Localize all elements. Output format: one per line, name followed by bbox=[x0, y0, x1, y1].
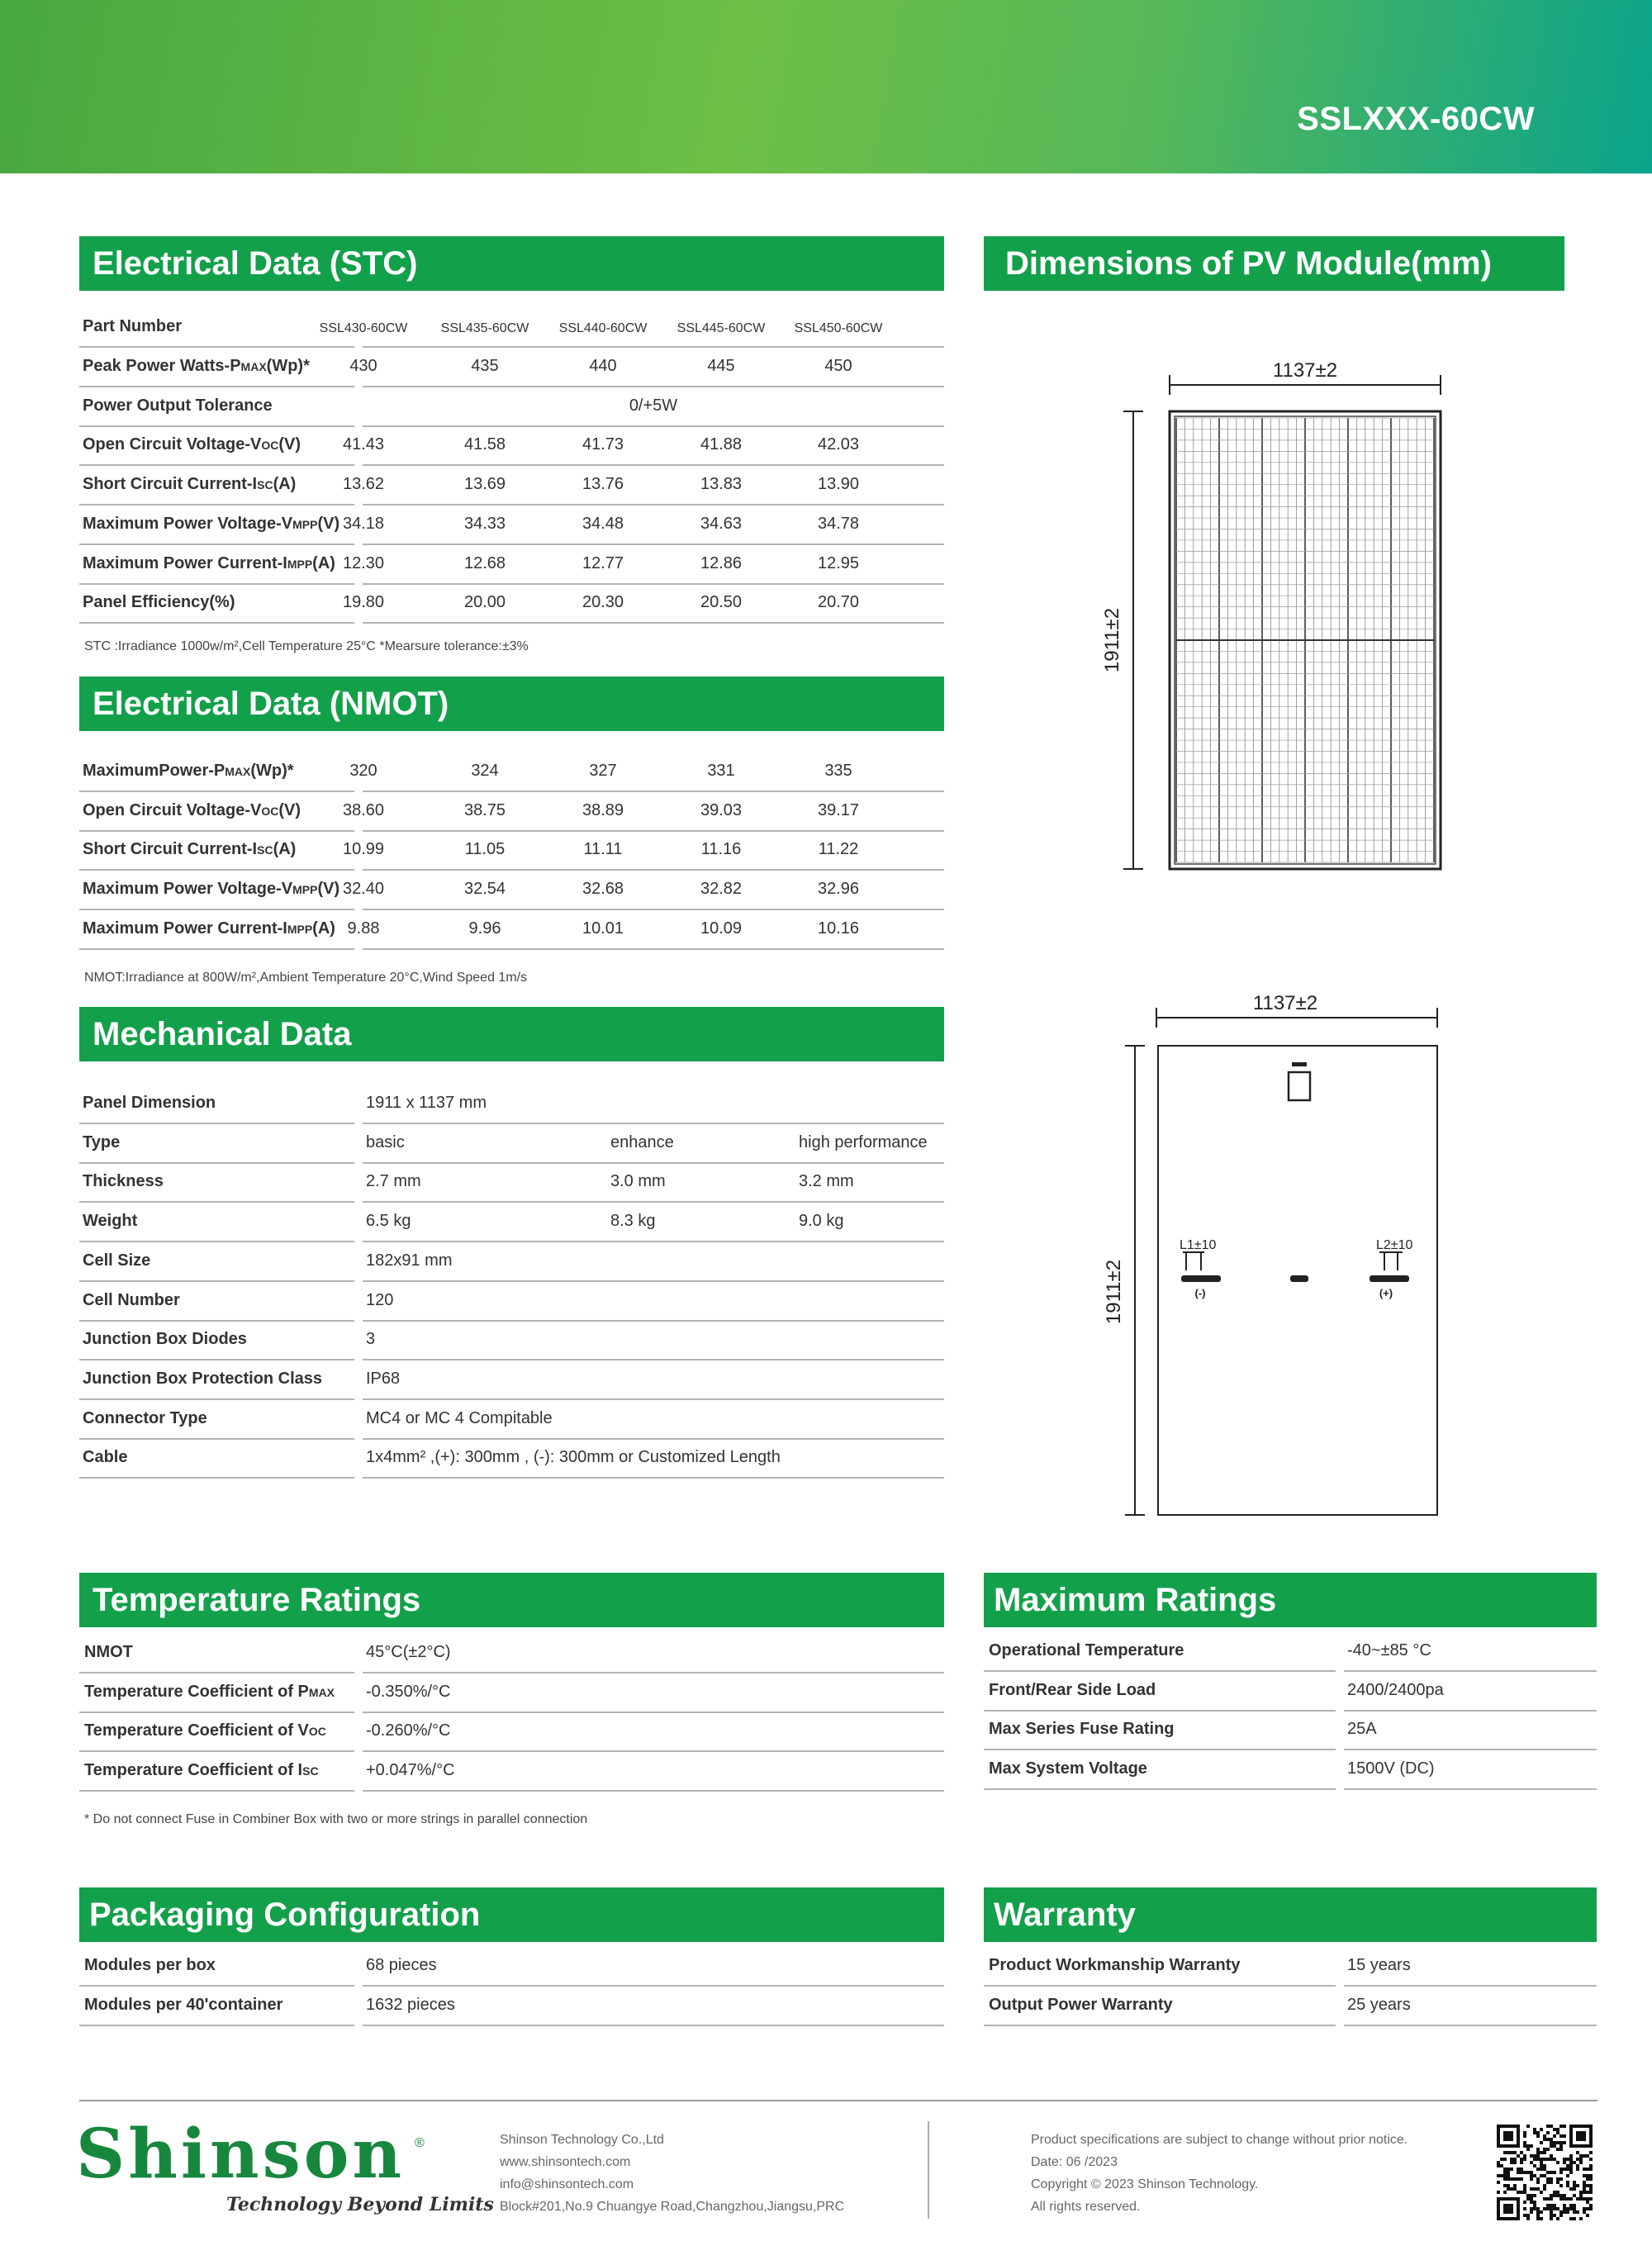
row-gap bbox=[1336, 1750, 1344, 1792]
mechanical-row-label: Panel Dimension bbox=[83, 1094, 216, 1112]
warranty-title bbox=[984, 1887, 1597, 1942]
row-gap bbox=[354, 1752, 363, 1793]
nmot-note: NMOT:Irradiance at 800W/m²,Ambient Temperature 20°C,Wind Speed 1m/s bbox=[84, 971, 528, 985]
mechanical-row-label: Junction Box Diodes bbox=[83, 1330, 247, 1349]
row-gap bbox=[354, 1360, 363, 1402]
back-width-label: 1137±2 bbox=[1252, 992, 1318, 1014]
row-gap bbox=[354, 1987, 363, 2028]
stc-value: 41.58 bbox=[463, 435, 506, 454]
nmot-value: 10.99 bbox=[342, 840, 385, 859]
positive-label: (+) bbox=[1379, 1287, 1393, 1299]
row-label-text: Temperature Coefficient of I bbox=[84, 1761, 303, 1780]
doc-date: Date: 06 /2023 bbox=[1031, 2155, 1118, 2169]
stc-value: 13.62 bbox=[342, 475, 385, 494]
row-gap bbox=[1336, 1947, 1344, 1988]
stc-value: 20.70 bbox=[817, 593, 860, 612]
packaging-value: 1632 pieces bbox=[366, 1995, 455, 2014]
maximum-row bbox=[984, 1711, 1597, 1750]
nmot-value: 9.96 bbox=[468, 919, 501, 938]
nmot-value: 39.17 bbox=[817, 800, 860, 819]
nmot-value: 39.03 bbox=[700, 800, 743, 819]
logo-tagline: Technology Beyond Limits bbox=[226, 2194, 494, 2215]
temperature-row-label bbox=[84, 1643, 133, 1662]
mechanical-row bbox=[79, 1282, 944, 1322]
stc-row-label bbox=[83, 515, 339, 534]
row-label-text: Short Circuit Current-I bbox=[83, 840, 258, 859]
positive-connector-icon bbox=[1370, 1275, 1409, 1282]
dimensions-title bbox=[984, 236, 1564, 291]
mechanical-row-label: Cable bbox=[83, 1448, 128, 1467]
stc-title-text: Electrical Data (STC) bbox=[93, 245, 418, 282]
mechanical-value: 9.0 kg bbox=[799, 1212, 844, 1231]
temperature-row-label bbox=[84, 1683, 335, 1702]
stc-row-label bbox=[83, 357, 310, 376]
row-gap bbox=[354, 1124, 363, 1166]
stc-value: 34.48 bbox=[582, 514, 624, 533]
stc-value: 12.77 bbox=[582, 553, 624, 572]
stc-span-value: 0/+5W bbox=[629, 396, 678, 415]
row-label-text: Maximum Power Voltage-V bbox=[83, 514, 293, 533]
maximum-row-label: Front/Rear Side Load bbox=[989, 1680, 1156, 1699]
nmot-row-label bbox=[83, 840, 296, 859]
stc-row-label bbox=[83, 593, 235, 612]
mechanical-row-label: Thickness bbox=[83, 1172, 164, 1191]
mechanical-title bbox=[79, 1007, 944, 1061]
warranty-row-label: Product Workmanship Warranty bbox=[989, 1956, 1241, 1974]
row-label-subscript: SC bbox=[302, 1764, 319, 1778]
stc-row bbox=[79, 466, 944, 506]
nmot-row bbox=[79, 831, 944, 871]
mechanical-row-label: Cell Size bbox=[83, 1251, 151, 1270]
nmot-value: 32.54 bbox=[463, 880, 506, 899]
stc-value: 445 bbox=[707, 357, 735, 375]
stc-value: 41.73 bbox=[582, 435, 624, 454]
packaging-row bbox=[79, 1987, 944, 2026]
front-view-drawing bbox=[1090, 355, 1454, 884]
nmot-value: 324 bbox=[471, 762, 499, 780]
row-label-text: Power Output Tolerance bbox=[83, 396, 273, 415]
temperature-row bbox=[79, 1712, 944, 1752]
row-label-suffix: (A) bbox=[273, 475, 297, 494]
nmot-value: 11.16 bbox=[700, 840, 742, 859]
copyright: Copyright © 2023 Shinson Technology. bbox=[1031, 2177, 1259, 2191]
mechanical-row bbox=[79, 1242, 944, 1282]
row-gap bbox=[354, 1321, 363, 1362]
nmot-row-label bbox=[83, 919, 335, 938]
nmot-value: 10.09 bbox=[700, 919, 743, 938]
spec-notice: Product specifications are subject to change without prior notice. bbox=[1031, 2133, 1408, 2147]
nmot-row bbox=[79, 753, 944, 792]
row-label-text: MaximumPower-P bbox=[83, 762, 225, 780]
back-view-drawing bbox=[1090, 983, 1454, 1528]
mechanical-value: IP68 bbox=[366, 1369, 401, 1388]
nmot-row-label bbox=[83, 801, 301, 820]
row-label-suffix: (A) bbox=[273, 840, 297, 859]
stc-row-label bbox=[83, 396, 273, 415]
nmot-value: 32.68 bbox=[582, 880, 624, 899]
row-label-text: Short Circuit Current-I bbox=[83, 475, 258, 494]
maximum-row bbox=[984, 1750, 1597, 1790]
maximum-row-label: Max System Voltage bbox=[989, 1759, 1147, 1778]
row-label-suffix: (A) bbox=[312, 919, 335, 938]
mechanical-row bbox=[79, 1124, 944, 1164]
row-label-subscript: SC bbox=[257, 478, 273, 492]
stc-value: 20.50 bbox=[700, 593, 743, 612]
cell-grid bbox=[1176, 418, 1434, 862]
mechanical-row-label: Connector Type bbox=[83, 1408, 207, 1427]
stc-value: 12.30 bbox=[342, 553, 385, 572]
nmot-value: 335 bbox=[824, 762, 852, 780]
model-header: SSL440-60CW bbox=[558, 321, 648, 335]
row-label-text: Temperature Coefficient of P bbox=[84, 1682, 309, 1701]
row-label-suffix: (Wp)* bbox=[266, 357, 310, 375]
mechanical-value: 3.2 mm bbox=[799, 1172, 854, 1191]
stc-title bbox=[79, 236, 944, 291]
mechanical-value: high performance bbox=[799, 1132, 928, 1151]
stc-value: 34.63 bbox=[700, 514, 743, 533]
mechanical-row bbox=[79, 1085, 944, 1124]
mechanical-row bbox=[79, 1203, 944, 1242]
front-height-label: 1911±2 bbox=[1101, 607, 1123, 673]
temperature-title-text: Temperature Ratings bbox=[93, 1581, 421, 1618]
nmot-value: 11.11 bbox=[583, 840, 623, 859]
stc-value: 430 bbox=[349, 357, 377, 375]
stc-value: 34.78 bbox=[817, 514, 860, 533]
warranty-title-text: Warranty bbox=[994, 1896, 1136, 1933]
nmot-title bbox=[79, 677, 944, 731]
legal-info bbox=[1031, 2129, 1408, 2218]
mechanical-value: 3 bbox=[366, 1330, 376, 1349]
mechanical-value: basic bbox=[366, 1132, 405, 1151]
row-gap bbox=[354, 1203, 363, 1244]
row-label-subscript: MPP bbox=[292, 883, 318, 897]
row-label-suffix: (V) bbox=[278, 800, 301, 819]
temperature-row-label bbox=[84, 1761, 319, 1780]
packaging-title-text: Packaging Configuration bbox=[89, 1896, 481, 1933]
nmot-value: 327 bbox=[589, 762, 617, 780]
row-label-subscript: MPP bbox=[292, 517, 318, 531]
nmot-value: 38.75 bbox=[463, 800, 506, 819]
stc-value: 42.03 bbox=[817, 435, 860, 454]
temperature-row bbox=[79, 1674, 944, 1713]
packaging-row-label: Modules per box bbox=[84, 1956, 216, 1974]
stc-value: 435 bbox=[471, 357, 499, 375]
temperature-row-label bbox=[84, 1721, 326, 1740]
row-gap bbox=[354, 1634, 363, 1675]
stc-row-label bbox=[83, 554, 335, 573]
row-gap bbox=[354, 1085, 363, 1126]
mechanical-value: enhance bbox=[610, 1132, 674, 1151]
cable-left-label: L1±10 bbox=[1180, 1238, 1217, 1252]
packaging-row bbox=[79, 1947, 944, 1987]
stc-value: 34.33 bbox=[463, 514, 506, 533]
mechanical-value: 182x91 mm bbox=[366, 1251, 453, 1270]
packaging-value: 68 pieces bbox=[366, 1956, 437, 1974]
warranty-value: 15 years bbox=[1347, 1956, 1411, 1974]
maximum-title-text: Maximum Ratings bbox=[994, 1581, 1277, 1618]
stc-part-number-row bbox=[79, 308, 944, 348]
nmot-value: 38.89 bbox=[582, 800, 624, 819]
row-label-text: Maximum Power Current-I bbox=[83, 553, 287, 572]
row-gap bbox=[354, 1439, 363, 1480]
maximum-value: 25A bbox=[1347, 1720, 1377, 1739]
nmot-title-text: Electrical Data (NMOT) bbox=[93, 685, 449, 722]
maximum-value: 2400/2400pa bbox=[1347, 1680, 1444, 1699]
nmot-row bbox=[79, 792, 944, 832]
mechanical-value: 8.3 kg bbox=[610, 1212, 656, 1231]
row-label-text: Open Circuit Voltage-V bbox=[83, 800, 262, 819]
rights: All rights reserved. bbox=[1031, 2200, 1141, 2214]
qr-code-icon[interactable] bbox=[1497, 2125, 1593, 2220]
row-gap bbox=[354, 1400, 363, 1441]
model-header: SSL430-60CW bbox=[319, 321, 408, 335]
nmot-value: 32.40 bbox=[342, 880, 385, 899]
row-label-subscript: OC bbox=[261, 804, 279, 818]
model-header: SSL435-60CW bbox=[440, 321, 529, 335]
stc-value: 19.80 bbox=[342, 593, 385, 612]
row-gap bbox=[354, 387, 363, 429]
mechanical-row-label: Weight bbox=[83, 1212, 138, 1231]
row-label-subscript: MAX bbox=[240, 360, 267, 373]
nmot-row bbox=[79, 871, 944, 910]
negative-label: (-) bbox=[1194, 1287, 1206, 1299]
nmot-value: 11.22 bbox=[818, 840, 859, 859]
mechanical-value: 6.5 kg bbox=[366, 1212, 411, 1231]
row-label-text: Panel Efficiency(%) bbox=[83, 593, 235, 612]
stc-value: 13.83 bbox=[700, 475, 743, 494]
mechanical-value: 1911 x 1137 mm bbox=[366, 1094, 487, 1112]
company-logo bbox=[76, 2115, 494, 2215]
mechanical-row-label: Junction Box Protection Class bbox=[83, 1369, 323, 1388]
maximum-value: 1500V (DC) bbox=[1347, 1759, 1435, 1778]
temperature-value: -0.260%/°C bbox=[366, 1721, 451, 1740]
row-label-text: Temperature Coefficient of V bbox=[84, 1721, 309, 1740]
footer-divider bbox=[79, 2100, 1597, 2101]
company-name: Shinson Technology Co.,Ltd bbox=[500, 2133, 664, 2147]
row-gap bbox=[354, 1242, 363, 1284]
temperature-value: +0.047%/°C bbox=[366, 1761, 455, 1780]
row-gap bbox=[354, 1282, 363, 1323]
mechanical-value: 120 bbox=[366, 1290, 394, 1309]
mechanical-row bbox=[79, 1400, 944, 1440]
negative-connector-icon bbox=[1181, 1275, 1221, 1282]
stc-row bbox=[79, 426, 944, 466]
middle-connector-icon bbox=[1290, 1275, 1308, 1282]
mechanical-row bbox=[79, 1321, 944, 1360]
stc-row-label bbox=[83, 435, 301, 454]
row-label-subscript: MAX bbox=[308, 1685, 335, 1699]
row-label-text: Open Circuit Voltage-V bbox=[83, 435, 262, 454]
mechanical-value: MC4 or MC 4 Compitable bbox=[366, 1408, 553, 1427]
row-label-suffix: (V) bbox=[317, 880, 340, 899]
stc-value: 34.18 bbox=[342, 514, 385, 533]
junction-box-icon bbox=[1289, 1072, 1310, 1100]
nmot-value: 331 bbox=[707, 762, 735, 780]
front-width-label: 1137±2 bbox=[1272, 359, 1338, 382]
warranty-row-label: Output Power Warranty bbox=[989, 1995, 1173, 2014]
row-label-text: Maximum Power Voltage-V bbox=[83, 880, 293, 899]
company-address: Block#201,No.9 Chuangye Road,Changzhou,Jiangsu,PRC bbox=[500, 2200, 845, 2214]
mechanical-row bbox=[79, 1439, 944, 1479]
mechanical-row-label: Type bbox=[83, 1132, 121, 1151]
stc-value: 12.86 bbox=[700, 553, 743, 572]
packaging-title bbox=[79, 1887, 944, 1942]
header-banner bbox=[0, 0, 1652, 173]
nmot-value: 11.05 bbox=[464, 840, 506, 859]
stc-value: 12.68 bbox=[463, 553, 506, 572]
company-info bbox=[500, 2129, 844, 2218]
stc-row bbox=[79, 387, 944, 427]
temperature-value: 45°C(±2°C) bbox=[366, 1643, 451, 1661]
row-gap bbox=[1336, 1632, 1344, 1674]
nmot-row-label bbox=[83, 762, 294, 781]
stc-row bbox=[79, 545, 944, 585]
footer-column-divider bbox=[928, 2121, 929, 2219]
stc-row-label bbox=[83, 475, 296, 494]
stc-value: 440 bbox=[589, 357, 617, 375]
temperature-value: -0.350%/°C bbox=[366, 1682, 451, 1701]
stc-value: 12.95 bbox=[817, 553, 860, 572]
cable-right-label: L2±10 bbox=[1376, 1238, 1413, 1252]
nmot-row bbox=[79, 910, 944, 950]
warranty-row bbox=[984, 1987, 1597, 2026]
maximum-row bbox=[984, 1632, 1597, 1672]
maximum-value: -40~±85 °C bbox=[1347, 1641, 1431, 1659]
mechanical-value: 2.7 mm bbox=[366, 1172, 421, 1191]
stc-value: 13.90 bbox=[817, 475, 860, 494]
nmot-row-label bbox=[83, 880, 339, 899]
stc-note: STC :Irradiance 1000w/m²,Cell Temperature 25°C *Mearsure tolerance:±3% bbox=[84, 639, 529, 653]
stc-value: 13.69 bbox=[463, 475, 506, 494]
nmot-value: 32.82 bbox=[700, 880, 743, 899]
stc-row bbox=[79, 506, 944, 545]
back-height-label: 1911±2 bbox=[1103, 1259, 1125, 1325]
model-code: SSLXXX-60CW bbox=[1297, 101, 1535, 137]
stc-value: 20.30 bbox=[582, 593, 624, 612]
row-label-suffix: (V) bbox=[278, 435, 301, 454]
model-header: SSL450-60CW bbox=[794, 321, 883, 335]
temperature-row bbox=[79, 1752, 944, 1792]
row-label-text: Maximum Power Current-I bbox=[83, 919, 287, 938]
row-gap bbox=[1336, 1711, 1344, 1752]
row-label-subscript: OC bbox=[261, 439, 279, 453]
mechanical-value: 3.0 mm bbox=[610, 1172, 666, 1191]
stc-value: 41.88 bbox=[700, 435, 743, 454]
stc-row bbox=[79, 348, 944, 387]
company-website[interactable]: www.shinsontech.com bbox=[500, 2155, 631, 2169]
row-gap bbox=[354, 1947, 363, 1988]
nmot-value: 320 bbox=[349, 762, 377, 780]
row-label-subscript: MPP bbox=[287, 922, 313, 936]
row-label-subscript: OC bbox=[308, 1725, 326, 1739]
row-label-suffix: (A) bbox=[312, 553, 335, 572]
row-gap bbox=[1336, 1672, 1344, 1713]
mechanical-value: 1x4mm² ,(+): 300mm , (-): 300mm or Customized Length bbox=[366, 1448, 781, 1467]
part-number-label: Part Number bbox=[83, 317, 183, 335]
row-gap bbox=[354, 1712, 363, 1754]
row-label-subscript: SC bbox=[257, 843, 273, 857]
stc-value: 20.00 bbox=[463, 593, 506, 612]
nmot-value: 9.88 bbox=[347, 919, 380, 938]
mechanical-row bbox=[79, 1163, 944, 1203]
stc-value: 13.76 bbox=[582, 475, 624, 494]
nmot-value: 10.01 bbox=[582, 919, 624, 938]
row-label-suffix: (V) bbox=[317, 514, 340, 533]
temperature-title bbox=[79, 1573, 944, 1627]
temperature-row bbox=[79, 1634, 944, 1674]
row-gap bbox=[1336, 1987, 1344, 2028]
row-label-suffix: (Wp)* bbox=[250, 762, 294, 780]
warranty-value: 25 years bbox=[1347, 1995, 1411, 2014]
maximum-row-label: Operational Temperature bbox=[989, 1641, 1184, 1659]
nmot-value: 38.60 bbox=[342, 800, 385, 819]
stc-row bbox=[79, 584, 944, 624]
maximum-title bbox=[984, 1573, 1597, 1627]
stc-value: 41.43 bbox=[342, 435, 385, 454]
logo-wordmark: Shinson bbox=[76, 2115, 406, 2194]
row-label-subscript: MAX bbox=[225, 765, 251, 778]
row-label-text: NMOT bbox=[84, 1643, 133, 1661]
company-email[interactable]: info@shinsontech.com bbox=[500, 2177, 634, 2191]
row-label-text: Peak Power Watts-P bbox=[83, 357, 241, 375]
row-gap bbox=[354, 1674, 363, 1715]
stc-value: 450 bbox=[824, 357, 852, 375]
mechanical-row-label: Cell Number bbox=[83, 1290, 180, 1309]
registered-mark: ® bbox=[415, 2136, 425, 2150]
warranty-row bbox=[984, 1947, 1597, 1987]
temperature-note: * Do not connect Fuse in Combiner Box with two or more strings in parallel connection bbox=[84, 1812, 588, 1826]
packaging-row-label: Modules per 40'container bbox=[84, 1995, 283, 2014]
maximum-row bbox=[984, 1672, 1597, 1712]
row-label-subscript: MPP bbox=[287, 557, 313, 571]
mechanical-row bbox=[79, 1360, 944, 1400]
mechanical-title-text: Mechanical Data bbox=[93, 1015, 352, 1052]
nmot-value: 32.96 bbox=[817, 880, 860, 899]
maximum-row-label: Max Series Fuse Rating bbox=[989, 1720, 1175, 1739]
nmot-value: 10.16 bbox=[817, 919, 860, 938]
row-gap bbox=[354, 1163, 363, 1204]
dimensions-title-text: Dimensions of PV Module(mm) bbox=[1005, 245, 1492, 282]
model-header: SSL445-60CW bbox=[676, 321, 766, 335]
